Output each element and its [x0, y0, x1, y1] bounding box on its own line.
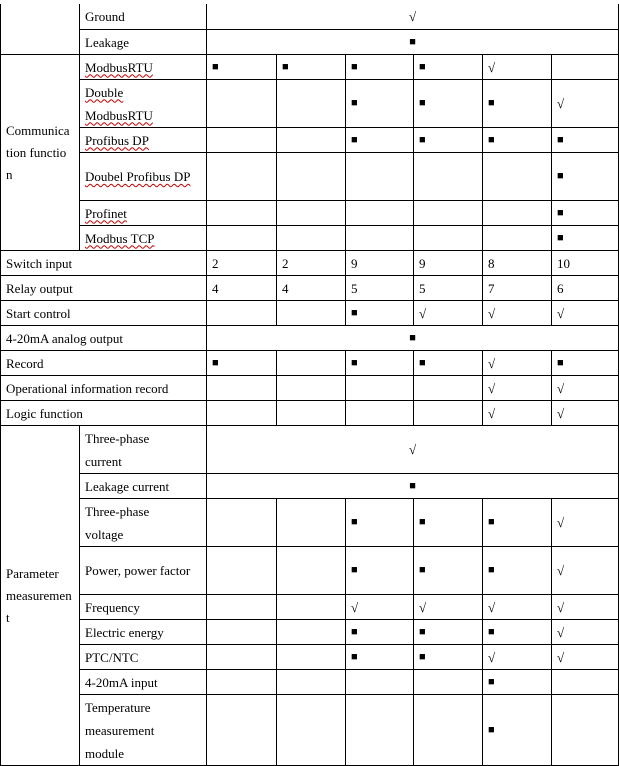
merged-value: √ [207, 425, 619, 473]
value-cell: 9 [346, 250, 414, 275]
value-cell: √ [552, 619, 619, 644]
value-cell [277, 152, 346, 200]
row-label: Switch input [1, 250, 207, 275]
value-cell [277, 300, 346, 325]
row-label [80, 54, 207, 79]
value-cell: ■ [346, 644, 414, 669]
value-cell [277, 498, 346, 546]
value-cell: ■ [346, 127, 414, 152]
merged-value: ■ [207, 473, 619, 498]
value-cell [552, 694, 619, 765]
value-cell [207, 127, 277, 152]
value-cell: ■ [414, 79, 483, 127]
row-label: PTC/NTC [80, 644, 207, 669]
value-cell: ■ [483, 127, 552, 152]
value-cell: √ [552, 79, 619, 127]
table-row [1, 498, 619, 546]
section-cell-top [1, 4, 80, 54]
value-cell: ■ [483, 694, 552, 765]
table-row [1, 4, 619, 29]
row-label: Leakage [80, 29, 207, 54]
value-cell [483, 225, 552, 250]
row-label: Ground [80, 4, 207, 29]
value-cell: ■ [346, 79, 414, 127]
section-communication [1, 54, 80, 250]
value-cell [277, 350, 346, 375]
table-row [1, 152, 619, 200]
table-row [1, 325, 619, 350]
value-cell [277, 375, 346, 400]
row-label [80, 694, 207, 765]
value-cell [207, 619, 277, 644]
value-cell [414, 225, 483, 250]
value-cell [277, 669, 346, 694]
value-cell: √ [414, 300, 483, 325]
value-cell: √ [552, 375, 619, 400]
value-cell [207, 152, 277, 200]
value-cell [346, 375, 414, 400]
table-row [1, 473, 619, 498]
value-cell [207, 546, 277, 594]
value-cell [277, 225, 346, 250]
value-cell: ■ [483, 79, 552, 127]
value-cell: 4 [277, 275, 346, 300]
table-row [1, 54, 619, 79]
value-cell [277, 546, 346, 594]
row-label: 4-20mA analog output [1, 325, 207, 350]
row-label: 4-20mA input [80, 669, 207, 694]
table-row [1, 275, 619, 300]
row-label: Power, power factor [80, 546, 207, 594]
value-cell [414, 669, 483, 694]
value-cell [277, 644, 346, 669]
value-cell: √ [483, 350, 552, 375]
row-label: Relay output [1, 275, 207, 300]
table-row [1, 79, 619, 127]
value-cell: √ [483, 644, 552, 669]
value-cell: 10 [552, 250, 619, 275]
table-row [1, 300, 619, 325]
value-cell: ■ [414, 54, 483, 79]
value-cell [277, 200, 346, 225]
table-row [1, 375, 619, 400]
value-cell: √ [346, 594, 414, 619]
row-label [80, 498, 207, 546]
value-cell [346, 152, 414, 200]
row-label [80, 425, 207, 473]
value-cell: 9 [414, 250, 483, 275]
value-cell [346, 400, 414, 425]
merged-value: √ [207, 4, 619, 29]
value-cell [277, 694, 346, 765]
value-cell: ■ [552, 152, 619, 200]
row-label: Electric energy [80, 619, 207, 644]
value-cell: 5 [414, 275, 483, 300]
value-cell: √ [483, 54, 552, 79]
value-cell [207, 594, 277, 619]
row-label: Leakage current [80, 473, 207, 498]
value-cell [346, 694, 414, 765]
value-cell: ■ [483, 619, 552, 644]
row-label-text: Modbus TCP [85, 230, 155, 246]
value-cell: 2 [207, 250, 277, 275]
value-cell [207, 375, 277, 400]
row-label-text: ModbusRTU [85, 59, 153, 75]
value-cell [483, 200, 552, 225]
value-cell [414, 200, 483, 225]
value-cell: ■ [346, 546, 414, 594]
row-label [80, 152, 207, 200]
value-cell [277, 619, 346, 644]
value-cell: √ [483, 594, 552, 619]
row-label [80, 200, 207, 225]
value-cell [207, 200, 277, 225]
value-cell: ■ [346, 498, 414, 546]
value-cell [207, 400, 277, 425]
table-row [1, 644, 619, 669]
merged-value: ■ [207, 29, 619, 54]
value-cell: √ [552, 644, 619, 669]
value-cell: ■ [552, 225, 619, 250]
value-cell: √ [552, 300, 619, 325]
row-label: Logic function [1, 400, 207, 425]
table-row [1, 127, 619, 152]
value-cell: ■ [552, 127, 619, 152]
value-cell: ■ [483, 669, 552, 694]
value-cell: ■ [277, 54, 346, 79]
value-cell [483, 152, 552, 200]
value-cell: 6 [552, 275, 619, 300]
section-communication-label: Communication function [6, 122, 70, 182]
row-label-text: Temperature measurement module [85, 699, 155, 761]
value-cell: ■ [483, 498, 552, 546]
value-cell [414, 694, 483, 765]
table-row [1, 669, 619, 694]
value-cell: 5 [346, 275, 414, 300]
value-cell [346, 200, 414, 225]
table-row [1, 350, 619, 375]
table-row [1, 200, 619, 225]
value-cell [207, 669, 277, 694]
table-row [1, 546, 619, 594]
section-parameter-label: Parameter measurement [6, 565, 72, 625]
row-label: Record [1, 350, 207, 375]
value-cell [207, 644, 277, 669]
value-cell [552, 669, 619, 694]
value-cell: 4 [207, 275, 277, 300]
merged-value: ■ [207, 325, 619, 350]
table-row [1, 250, 619, 275]
value-cell [277, 79, 346, 127]
value-cell: ■ [414, 619, 483, 644]
value-cell: √ [414, 594, 483, 619]
value-cell [414, 375, 483, 400]
value-cell: 2 [277, 250, 346, 275]
spec-table [0, 4, 619, 766]
row-label-text: Profibus DP [85, 132, 149, 148]
table-row [1, 400, 619, 425]
row-label [80, 225, 207, 250]
value-cell [346, 225, 414, 250]
table-row [1, 594, 619, 619]
table-row [1, 425, 619, 473]
value-cell [207, 225, 277, 250]
value-cell: √ [483, 300, 552, 325]
value-cell [207, 79, 277, 127]
value-cell: √ [552, 594, 619, 619]
row-label-text: Profinet [85, 205, 127, 221]
row-label [80, 127, 207, 152]
table-row [1, 619, 619, 644]
row-label-text: Doubel Profibus DP [85, 169, 191, 184]
value-cell: ■ [552, 200, 619, 225]
table-row [1, 694, 619, 765]
value-cell: ■ [552, 350, 619, 375]
value-cell: √ [483, 400, 552, 425]
value-cell [207, 498, 277, 546]
value-cell: ■ [346, 619, 414, 644]
value-cell [207, 300, 277, 325]
value-cell: ■ [346, 350, 414, 375]
value-cell: ■ [414, 644, 483, 669]
value-cell: √ [552, 498, 619, 546]
row-label-text: Three-phase current [85, 430, 150, 469]
value-cell [414, 152, 483, 200]
row-label [80, 79, 207, 127]
value-cell [277, 127, 346, 152]
value-cell: ■ [346, 54, 414, 79]
value-cell [414, 400, 483, 425]
row-label: Operational information record [1, 375, 207, 400]
value-cell [277, 400, 346, 425]
value-cell: ■ [207, 350, 277, 375]
value-cell: ■ [414, 350, 483, 375]
value-cell: 8 [483, 250, 552, 275]
value-cell: ■ [207, 54, 277, 79]
value-cell: √ [483, 375, 552, 400]
row-label: Frequency [80, 594, 207, 619]
value-cell: ■ [414, 127, 483, 152]
value-cell: 7 [483, 275, 552, 300]
value-cell [277, 594, 346, 619]
section-parameter [1, 425, 80, 765]
row-label-text: Three-phase voltage [85, 503, 150, 542]
value-cell [207, 694, 277, 765]
table-row [1, 29, 619, 54]
value-cell: ■ [414, 498, 483, 546]
value-cell: ■ [346, 300, 414, 325]
value-cell: √ [552, 546, 619, 594]
value-cell: ■ [483, 546, 552, 594]
value-cell [346, 669, 414, 694]
value-cell: √ [552, 400, 619, 425]
table-row [1, 225, 619, 250]
row-label: Start control [1, 300, 207, 325]
value-cell: ■ [414, 546, 483, 594]
value-cell [552, 54, 619, 79]
row-label-text: Double ModbusRTU [85, 84, 153, 123]
